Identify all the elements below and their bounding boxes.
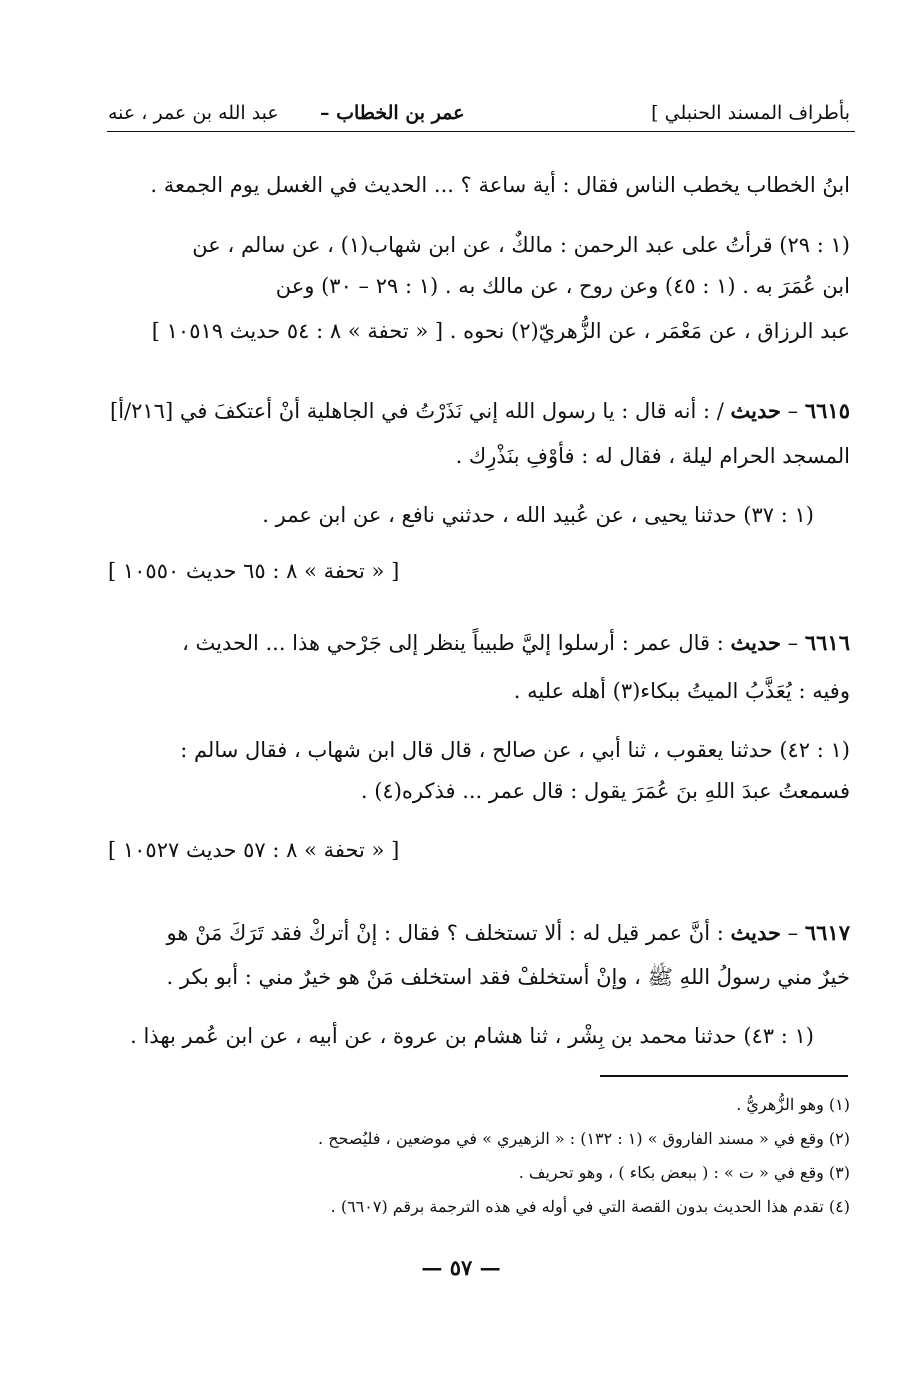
page-number: — ٥٧ — — [421, 1255, 501, 1280]
hadith-keyword: حديث — [730, 920, 781, 945]
body-line: خيرٌ مني رسولُ اللهِ ﷺ ، وإنْ أستخلفْ فقد استخلف مَنْ هو خيرٌ مني : أبو بكر . — [166, 965, 850, 989]
header-book-title: بأطراف المسند الحنبلي ] — [651, 102, 850, 124]
body-line: عبد الرزاق ، عن مَعْمَر ، عن الزُّهريّ(٢) نحوه . [ « تحفة » ٨ : ٥٤ حديث ١٠٥١٩ ] — [151, 319, 850, 343]
body-line: ابن عُمَرَ به . (١ : ٤٥) وعن روح ، عن مالك به . (١ : ٢٩ – ٣٠) وعن — [275, 274, 850, 298]
hadith-number: ٦٦١٥ — [804, 398, 850, 423]
hadith-text: / : أنه قال : يا رسول الله إني نَذَرْتُ في الجاهلية أنْ أعتكفَ في [٢١٦/أ] — [110, 399, 724, 423]
footnote: (٢) وقع في « مسند الفاروق » (١ : ١٣٢) : « الزهيري » في موضعين ، فليُصحح . — [318, 1129, 850, 1148]
footnote-rule — [600, 1075, 848, 1077]
hadith-entry-line: ٦٦١٥ – حديث / : أنه قال : يا رسول الله إني نَذَرْتُ في الجاهلية أنْ أعتكفَ في [٢١٦/أ] — [110, 398, 850, 423]
body-line: وفيه : يُعَذَّبُ الميتُ ببكاء(٣) أهله عليه . — [513, 679, 850, 703]
hadith-number: ٦٦١٧ — [804, 920, 850, 945]
body-line: ابنُ الخطاب يخطب الناس فقال : أية ساعة ؟ ... الحديث في الغسل يوم الجمعة . — [150, 173, 850, 197]
hadith-keyword: حديث — [730, 398, 781, 423]
hadith-text: : قال عمر : أرسلوا إليَّ طبيباً ينظر إلى جَرْحي هذا ... الحديث ، — [182, 631, 724, 655]
hadith-keyword: حديث — [730, 630, 781, 655]
header-chapter-text: عمر بن الخطاب – — [320, 102, 465, 124]
body-line: فسمعتُ عبدَ اللهِ بنَ عُمَرَ يقول : قال عمر ... فذكره(٤) . — [360, 779, 850, 803]
body-line: المسجد الحرام ليلة ، فقال له : فأوْفِ بنَذْرِك . — [455, 444, 850, 468]
citation-line: [ « تحفة » ٨ : ٦٥ حديث ١٠٥٥٠ ] — [108, 559, 400, 583]
body-line: (١ : ٢٩) قرأتُ على عبد الرحمن : مالكٌ ، عن ابن شهاب(١) ، عن سالم ، عن — [192, 233, 850, 257]
header-rule — [107, 131, 855, 132]
hadith-entry-line: ٦٦١٦ – حديث : قال عمر : أرسلوا إليَّ طبيباً ينظر إلى جَرْحي هذا ... الحديث ، — [182, 630, 850, 655]
body-line: (١ : ٤٣) حدثنا محمد بن بِشْر ، ثنا هشام بن عروة ، عن أبيه ، عن ابن عُمر بهذا . — [130, 1024, 814, 1048]
hadith-number: ٦٦١٦ — [804, 630, 850, 655]
footnote: (١) وهو الزُّهريُّ . — [736, 1095, 850, 1114]
hadith-entry-line: ٦٦١٧ – حديث : أنَّ عمر قيل له : ألا تستخلف ؟ فقال : إنْ أتركْ فقد تَرَكَ مَنْ هو — [166, 920, 850, 945]
header-section-title: عبد الله بن عمر ، عنه — [108, 102, 279, 124]
footnote: (٤) تقدم هذا الحديث بدون القصة التي في أوله في هذه الترجمة برقم (٦٦٠٧) . — [330, 1197, 850, 1216]
body-line: (١ : ٤٢) حدثنا يعقوب ، ثنا أبي ، عن صالح ، قال قال ابن شهاب ، فقال سالم : — [180, 738, 850, 762]
body-line: (١ : ٣٧) حدثنا يحيى ، عن عُبيد الله ، حدثني نافع ، عن ابن عمر . — [262, 503, 814, 527]
header-chapter-title — [320, 100, 465, 126]
hadith-text: : أنَّ عمر قيل له : ألا تستخلف ؟ فقال : إنْ أتركْ فقد تَرَكَ مَنْ هو — [166, 921, 724, 945]
citation-line: [ « تحفة » ٨ : ٥٧ حديث ١٠٥٢٧ ] — [108, 838, 400, 862]
footnote: (٣) وقع في « ت » : ( ببعض بكاء ) ، وهو تحريف . — [518, 1163, 850, 1182]
